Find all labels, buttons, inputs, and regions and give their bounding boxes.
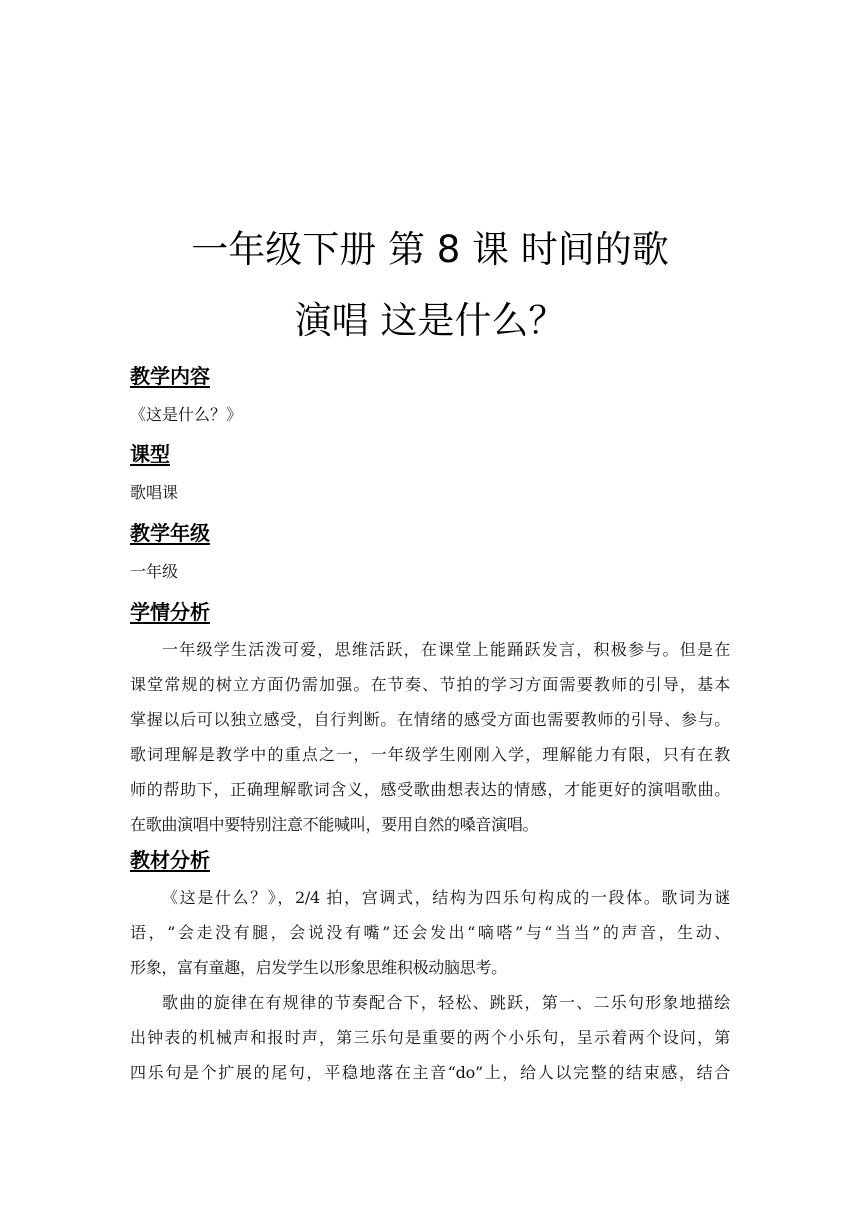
lesson-type-value: 歌唱课 <box>130 483 179 502</box>
paragraph-line: 一年级学生活泼可爱，思维活跃，在课堂上能踊跃发言，积极参与。但是在 <box>162 640 730 659</box>
section-heading-grade: 教学年级 <box>130 521 210 545</box>
page-title-line-1: 一年级下册 第 8 课 时间的歌 <box>191 228 669 271</box>
section-heading-material-analysis: 教材分析 <box>130 848 210 872</box>
paragraph-line: 掌握以后可以独立感受，自行判断。在情绪的感受方面也需要教师的引导、参与。 <box>130 710 730 729</box>
paragraph-line: 出钟表的机械声和报时声，第三乐句是重要的两个小乐句，呈示着两个设问，第 <box>130 1028 730 1047</box>
teaching-content-value: 《这是什么？》 <box>130 405 243 424</box>
paragraph-line: 形象，富有童趣，启发学生以形象思维积极动脑思考。 <box>130 958 507 977</box>
paragraph-line: 课堂常规的树立方面仍需加强。在节奏、节拍的学习方面需要教师的引导，基本 <box>130 675 730 694</box>
paragraph-line: 《这是什么？》，2/4 拍，宫调式，结构为四乐句构成的一段体。歌词为谜 <box>162 888 730 907</box>
section-heading-lesson-type: 课型 <box>130 442 170 466</box>
section-heading-teaching-content: 教学内容 <box>130 364 210 388</box>
paragraph-line: 在歌曲演唱中要特别注意不能喊叫，要用自然的嗓音演唱。 <box>130 815 539 834</box>
paragraph-line: 歌曲的旋律在有规律的节奏配合下，轻松、跳跃，第一、二乐句形象地描绘 <box>162 993 730 1012</box>
paragraph-line: 歌词理解是教学中的重点之一，一年级学生刚刚入学，理解能力有限，只有在教 <box>130 745 730 764</box>
paragraph-line: 四乐句是个扩展的尾句，平稳地落在主音“do”上，给人以完整的结束感，结合 <box>130 1063 730 1082</box>
paragraph-line: 语，“会走没有腿，会说没有嘴”还会发出“嘀嗒”与“当当”的声音，生动、 <box>130 923 730 942</box>
section-heading-student-analysis: 学情分析 <box>130 600 210 624</box>
page-title-line-2: 演唱 这是什么？ <box>294 299 566 342</box>
paragraph-line: 师的帮助下，正确理解歌词含义，感受歌曲想表达的情感，才能更好的演唱歌曲。 <box>130 780 730 799</box>
grade-value: 一年级 <box>130 562 179 581</box>
